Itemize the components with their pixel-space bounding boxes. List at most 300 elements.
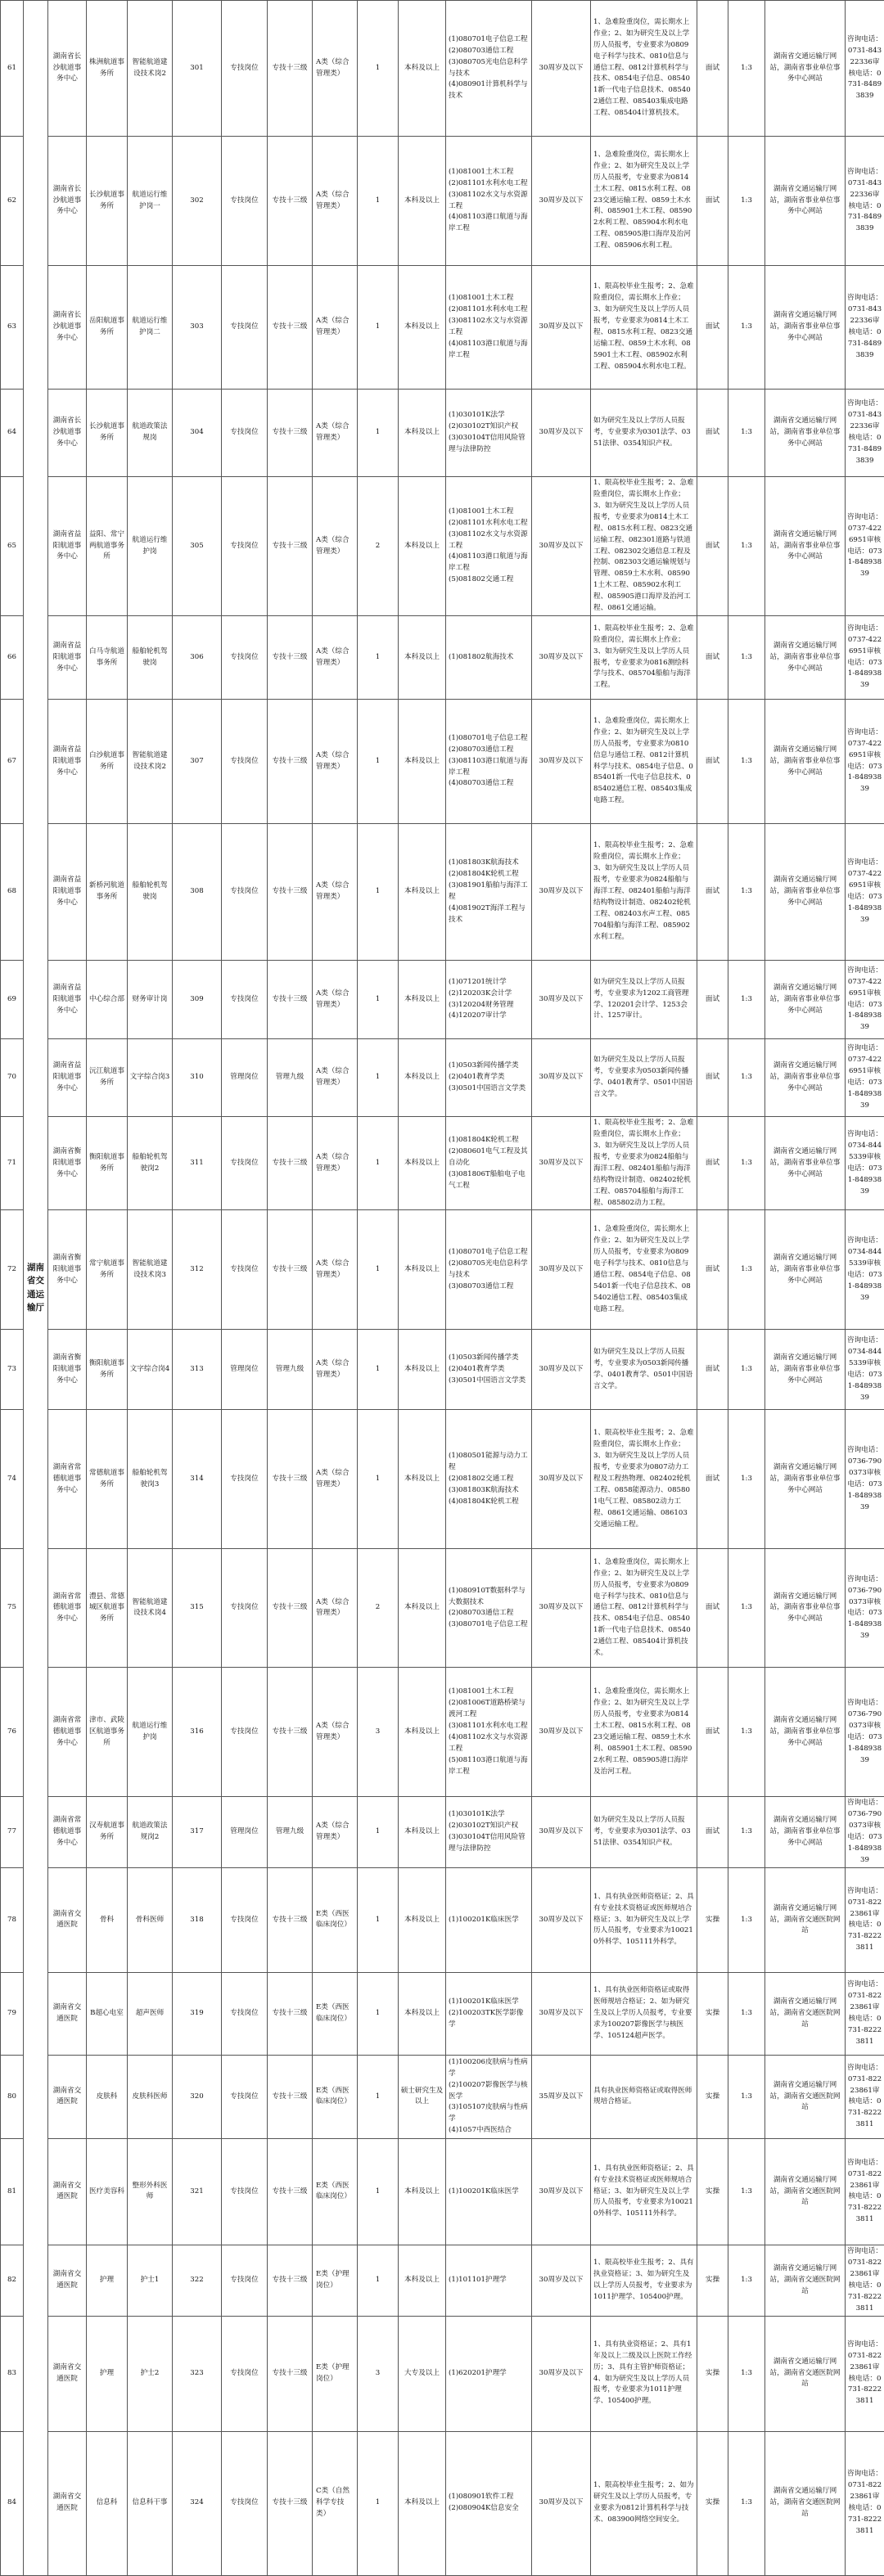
- hiring-office: 衡阳航道事务所: [87, 1330, 128, 1410]
- post-grade: 专技十三级: [268, 1867, 313, 1972]
- exam-ratio: 1:3: [728, 1330, 765, 1410]
- post-type: 专技岗位: [222, 266, 268, 390]
- exam-mode: 实操: [697, 2055, 728, 2138]
- post-name: 智能航道建设技术岗2: [128, 1, 173, 137]
- hiring-unit: 湖南省交通医院: [48, 2431, 87, 2575]
- post-type: 专技岗位: [222, 2055, 268, 2138]
- age-requirement: 30周岁及以下: [532, 1549, 591, 1668]
- hiring-count: 1: [358, 1867, 399, 1972]
- post-grade: 管理九级: [268, 1330, 313, 1410]
- contact-info: 咨询电话：0736-7900373审核电话：0731-84893839: [846, 1549, 884, 1668]
- exam-ratio: 1:3: [728, 1410, 765, 1549]
- post-code: 317: [173, 1797, 222, 1868]
- contact-info: 咨询电话：0731-82223861审核电话：0731-82223811: [846, 1972, 884, 2055]
- education-requirement: 本科及以上: [399, 1210, 446, 1330]
- hiring-office: 白沙航道事务所: [87, 700, 128, 824]
- education-requirement: 本科及以上: [399, 1867, 446, 1972]
- announcement-venue: 湖南省交通运输厅网站，湖南省事业单位事务中心网站: [765, 266, 846, 390]
- hiring-office: 新桥河航道事务所: [87, 824, 128, 961]
- major-requirement: (1)100201K临床医学: [446, 1867, 532, 1972]
- hiring-unit: 湖南省长沙航道事务中心: [48, 1, 87, 137]
- exam-category: A类（综合管理类）: [313, 1210, 358, 1330]
- post-grade: 专技十三级: [268, 2138, 313, 2245]
- row-number: 61: [1, 1, 24, 137]
- education-requirement: 本科及以上: [399, 477, 446, 616]
- post-type: 专技岗位: [222, 2138, 268, 2245]
- other-conditions: 1、急难险重岗位，需长期水上作业；2、如为研究生及以上学历人员报考，专业要求为0814土木工程、0815水利工程、0823交通运输工程、0859土木水利、085901土木工程、085902水利工程、085905港口海岸及治河工程。: [591, 1668, 697, 1797]
- hiring-unit: 湖南省常德航道事务中心: [48, 1410, 87, 1549]
- major-requirement: (1)081802航海技术: [446, 616, 532, 700]
- hiring-count: 1: [358, 961, 399, 1039]
- exam-ratio: 1:3: [728, 1867, 765, 1972]
- education-requirement: 本科及以上: [399, 700, 446, 824]
- hiring-unit: 湖南省益阳航道事务中心: [48, 961, 87, 1039]
- hiring-unit: 湖南省常德航道事务中心: [48, 1797, 87, 1868]
- row-number: 68: [1, 824, 24, 961]
- announcement-venue: 湖南省交通运输厅网站，湖南省事业单位事务中心网站: [765, 616, 846, 700]
- row-number: 80: [1, 2055, 24, 2138]
- exam-mode: 面试: [697, 1330, 728, 1410]
- announcement-venue: 湖南省交通运输厅网站，湖南省事业单位事务中心网站: [765, 1668, 846, 1797]
- post-code: 323: [173, 2316, 222, 2431]
- post-grade: 专技十三级: [268, 266, 313, 390]
- exam-mode: 实操: [697, 2138, 728, 2245]
- major-requirement: (1)030101K法学 (2)030102T知识产权 (3)030104T信用风险管理与法律防控: [446, 1797, 532, 1868]
- post-grade: 专技十三级: [268, 390, 313, 477]
- contact-info: 咨询电话：0731-84322336审核电话：0731-84893839: [846, 1, 884, 137]
- exam-ratio: 1:3: [728, 1549, 765, 1668]
- hiring-count: 1: [358, 2138, 399, 2245]
- row-number: 75: [1, 1549, 24, 1668]
- post-type: 专技岗位: [222, 824, 268, 961]
- exam-ratio: 1:3: [728, 137, 765, 266]
- age-requirement: 30周岁及以下: [532, 2138, 591, 2245]
- post-type: 专技岗位: [222, 961, 268, 1039]
- exam-category: A类（综合管理类）: [313, 1410, 358, 1549]
- hiring-count: 1: [358, 1117, 399, 1210]
- post-type: 专技岗位: [222, 1867, 268, 1972]
- hiring-office: 津市、武陵区航道事务所: [87, 1668, 128, 1797]
- hiring-office: 株洲航道事务所: [87, 1, 128, 137]
- table-row: [1, 824, 884, 961]
- exam-mode: 面试: [697, 1410, 728, 1549]
- announcement-venue: 湖南省交通运输厅网站，湖南省事业单位事务中心网站: [765, 961, 846, 1039]
- education-requirement: 本科及以上: [399, 266, 446, 390]
- exam-ratio: 1:3: [728, 824, 765, 961]
- contact-info: 咨询电话：0731-84322336审核电话：0731-84893839: [846, 266, 884, 390]
- contact-info: 咨询电话：0731-82223861审核电话：0731-82223811: [846, 1867, 884, 1972]
- announcement-venue: 湖南省交通运输厅网站，湖南省交通医院网站: [765, 2316, 846, 2431]
- exam-ratio: 1:3: [728, 2055, 765, 2138]
- announcement-venue: 湖南省交通运输厅网站，湖南省交通医院网站: [765, 1972, 846, 2055]
- contact-info: 咨询电话：0737-4226951审核电话：0731-84893839: [846, 477, 884, 616]
- announcement-venue: 湖南省交通运输厅网站，湖南省事业单位事务中心网站: [765, 700, 846, 824]
- post-type: 专技岗位: [222, 1410, 268, 1549]
- hiring-unit: 湖南省交通医院: [48, 2245, 87, 2316]
- post-type: 专技岗位: [222, 616, 268, 700]
- post-code: 309: [173, 961, 222, 1039]
- hiring-office: 白马寺航道事务所: [87, 616, 128, 700]
- post-type: 专技岗位: [222, 1, 268, 137]
- hiring-count: 1: [358, 824, 399, 961]
- post-type: 专技岗位: [222, 2245, 268, 2316]
- row-number: 62: [1, 137, 24, 266]
- exam-category: A类（综合管理类）: [313, 1117, 358, 1210]
- exam-mode: 面试: [697, 1210, 728, 1330]
- exam-mode: 面试: [697, 616, 728, 700]
- post-name: 航道政策法规岗2: [128, 1797, 173, 1868]
- exam-ratio: 1:3: [728, 1210, 765, 1330]
- hiring-unit: 湖南省交通医院: [48, 1867, 87, 1972]
- hiring-unit: 湖南省衡阳航道事务中心: [48, 1330, 87, 1410]
- exam-category: A类（综合管理类）: [313, 1330, 358, 1410]
- table-row: [1, 1410, 884, 1549]
- hiring-unit: 湖南省交通医院: [48, 2316, 87, 2431]
- post-grade: 专技十三级: [268, 824, 313, 961]
- age-requirement: 30周岁及以下: [532, 1210, 591, 1330]
- exam-ratio: 1:3: [728, 2245, 765, 2316]
- row-number: 83: [1, 2316, 24, 2431]
- exam-mode: 面试: [697, 1, 728, 137]
- post-type: 专技岗位: [222, 700, 268, 824]
- age-requirement: 30周岁及以下: [532, 1797, 591, 1868]
- major-requirement: (1)0503新闻传播学类 (2)0401教育学类 (3)0501中国语言文学类: [446, 1039, 532, 1117]
- table-row: [1, 2316, 884, 2431]
- post-grade: 专技十三级: [268, 2431, 313, 2575]
- post-code: 306: [173, 616, 222, 700]
- post-code: 319: [173, 1972, 222, 2055]
- education-requirement: 本科及以上: [399, 1330, 446, 1410]
- hiring-office: B超心电室: [87, 1972, 128, 2055]
- post-name: 护士2: [128, 2316, 173, 2431]
- post-grade: 专技十三级: [268, 1668, 313, 1797]
- row-number: 76: [1, 1668, 24, 1797]
- exam-mode: 实操: [697, 1867, 728, 1972]
- post-grade: 专技十三级: [268, 1117, 313, 1210]
- post-code: 310: [173, 1039, 222, 1117]
- announcement-venue: 湖南省交通运输厅网站，湖南省事业单位事务中心网站: [765, 1549, 846, 1668]
- post-name: 文字综合岗3: [128, 1039, 173, 1117]
- announcement-venue: 湖南省交通运输厅网站，湖南省事业单位事务中心网站: [765, 1039, 846, 1117]
- major-requirement: (1)081803K航海技术 (2)081804K轮机工程 (3)081901船舶与海洋工程 (4)081902T海洋工程与技术: [446, 824, 532, 961]
- announcement-venue: 湖南省交通运输厅网站，湖南省事业单位事务中心网站: [765, 1210, 846, 1330]
- announcement-venue: 湖南省交通运输厅网站，湖南省交通医院网站: [765, 2055, 846, 2138]
- table-row: [1, 1039, 884, 1117]
- major-requirement: (1)081001土木工程 (2)081006T道路桥梁与渡河工程 (3)081101水利水电工程 (4)081102水文与水资源工程 (5)081103港口航道与海岸工程: [446, 1668, 532, 1797]
- hiring-unit: 湖南省衡阳航道事务中心: [48, 1210, 87, 1330]
- age-requirement: 30周岁及以下: [532, 1330, 591, 1410]
- major-requirement: (1)100206皮肤病与性病学 (2)100207影像医学与核医学 (3)105107皮肤病与性病学 (4)1057中西医结合: [446, 2055, 532, 2138]
- education-requirement: 本科及以上: [399, 390, 446, 477]
- table-row: [1, 137, 884, 266]
- post-code: 320: [173, 2055, 222, 2138]
- post-grade: 专技十三级: [268, 1410, 313, 1549]
- post-name: 超声医师: [128, 1972, 173, 2055]
- major-requirement: (1)100201K临床医学 (2)100203TK医学影像学: [446, 1972, 532, 2055]
- table-row: [1, 616, 884, 700]
- major-requirement: (1)080701电子信息工程 (2)080705光电信息科学与技术 (3)080703通信工程: [446, 1210, 532, 1330]
- contact-info: 咨询电话：0737-4226951审核电话：0731-84893839: [846, 1039, 884, 1117]
- exam-category: E类（西医临床岗位）: [313, 2138, 358, 2245]
- contact-info: 咨询电话：0737-4226951审核电话：0731-84893839: [846, 616, 884, 700]
- major-requirement: (1)080901软件工程 (2)080904K信息安全: [446, 2431, 532, 2575]
- contact-info: 咨询电话：0731-84322336审核电话：0731-84893839: [846, 390, 884, 477]
- hiring-unit: 湖南省益阳航道事务中心: [48, 477, 87, 616]
- row-number: 70: [1, 1039, 24, 1117]
- age-requirement: 30周岁及以下: [532, 1972, 591, 2055]
- exam-mode: 面试: [697, 1797, 728, 1868]
- exam-mode: 面试: [697, 390, 728, 477]
- major-requirement: (1)081001土木工程 (2)081101水利水电工程 (3)081102水文与水资源工程 (4)081103港口航道与海岸工程: [446, 137, 532, 266]
- exam-category: A类（综合管理类）: [313, 824, 358, 961]
- age-requirement: 30周岁及以下: [532, 961, 591, 1039]
- exam-ratio: 1:3: [728, 1972, 765, 2055]
- exam-category: A类（综合管理类）: [313, 1797, 358, 1868]
- post-code: 301: [173, 1, 222, 137]
- post-type: 专技岗位: [222, 1668, 268, 1797]
- other-conditions: 如为研究生及以上学历人员报考，专业要求为1202工商管理学、120201会计学、1253会计、1257审计。: [591, 961, 697, 1039]
- row-number: 67: [1, 700, 24, 824]
- major-requirement: (1)081001土木工程 (2)081101水利水电工程 (3)081102水文与水资源工程 (4)081103港口航道与海岸工程: [446, 266, 532, 390]
- other-conditions: 1、限高校毕业生报考；2、如为研究生及以上学历人员报考，专业要求为0812计算机科学与技术、083900网络空间安全。: [591, 2431, 697, 2575]
- education-requirement: 本科及以上: [399, 1972, 446, 2055]
- other-conditions: 1、急难险重岗位，需长期水上作业；2、如为研究生及以上学历人员报考，专业要求为0814土木工程、0815水利工程、0823交通运输工程、0859土木水利、085901土木工程、085902水利工程、085904水利水电工程、085905港口海岸及治河工程、085906水利工程。: [591, 137, 697, 266]
- post-code: 316: [173, 1668, 222, 1797]
- other-conditions: 如为研究生及以上学历人员报考，专业要求为0503新闻传播学、0401教育学、0501中国语言文学。: [591, 1039, 697, 1117]
- exam-ratio: 1:3: [728, 266, 765, 390]
- other-conditions: 具有执业医师资格证或取得医师规培合格证。: [591, 2055, 697, 2138]
- post-name: 智能航道建设技术岗3: [128, 1210, 173, 1330]
- education-requirement: 本科及以上: [399, 1549, 446, 1668]
- hiring-unit: 湖南省长沙航道事务中心: [48, 266, 87, 390]
- hiring-count: 1: [358, 1, 399, 137]
- exam-mode: 面试: [697, 1117, 728, 1210]
- exam-ratio: 1:3: [728, 1668, 765, 1797]
- table-row: [1, 2055, 884, 2138]
- post-code: 302: [173, 137, 222, 266]
- table-row: [1, 1549, 884, 1668]
- announcement-venue: 湖南省交通运输厅网站，湖南省事业单位事务中心网站: [765, 1797, 846, 1868]
- row-number: 79: [1, 1972, 24, 2055]
- post-name: 智能航道建设技术岗4: [128, 1549, 173, 1668]
- announcement-venue: 湖南省交通运输厅网站，湖南省交通医院网站: [765, 1867, 846, 1972]
- hiring-unit: 湖南省长沙航道事务中心: [48, 137, 87, 266]
- row-number: 72: [1, 1210, 24, 1330]
- table-row: [1, 1797, 884, 1868]
- table-row: [1, 1, 884, 137]
- hiring-unit: 湖南省交通医院: [48, 2138, 87, 2245]
- post-name: 船舶轮机驾驶岗2: [128, 1117, 173, 1210]
- hiring-office: 沅江航道事务所: [87, 1039, 128, 1117]
- exam-mode: 面试: [697, 700, 728, 824]
- exam-mode: 面试: [697, 137, 728, 266]
- announcement-venue: 湖南省交通运输厅网站，湖南省事业单位事务中心网站: [765, 1330, 846, 1410]
- post-type: 专技岗位: [222, 2431, 268, 2575]
- other-conditions: 1、限高校毕业生报考；2、急难险重岗位，需长期水上作业；3、如为研究生及以上学历人员报考，专业要求为0814土木工程、0815水利工程、0823交通运输工程、082301道路与铁道工程、082302交通信息工程及控制、082303交通运输规划与管理、0859土木水利、085901土木工程、085902水利工程、085905港口海岸及治河工程、0861交通运输。: [591, 477, 697, 616]
- hiring-count: 1: [358, 700, 399, 824]
- hiring-office: 益阳、常宁两航道事务所: [87, 477, 128, 616]
- contact-info: 咨询电话：0731-82223861审核电话：0731-82223811: [846, 2316, 884, 2431]
- education-requirement: 本科及以上: [399, 1117, 446, 1210]
- exam-category: E类（护理岗位）: [313, 2316, 358, 2431]
- post-code: 303: [173, 266, 222, 390]
- post-grade: 专技十三级: [268, 2245, 313, 2316]
- exam-mode: 实操: [697, 2245, 728, 2316]
- education-requirement: 本科及以上: [399, 1039, 446, 1117]
- age-requirement: 30周岁及以下: [532, 2316, 591, 2431]
- hiring-count: 1: [358, 1797, 399, 1868]
- post-code: 305: [173, 477, 222, 616]
- exam-ratio: 1:3: [728, 2316, 765, 2431]
- post-name: 船舶轮机驾驶岗: [128, 824, 173, 961]
- exam-mode: 实操: [697, 2316, 728, 2431]
- exam-category: A类（综合管理类）: [313, 390, 358, 477]
- hiring-office: 澧县、常德城区航道事务所: [87, 1549, 128, 1668]
- post-type: 管理岗位: [222, 1797, 268, 1868]
- hiring-unit: 湖南省常德航道事务中心: [48, 1668, 87, 1797]
- row-number: 84: [1, 2431, 24, 2575]
- post-name: 航道运行维护岗二: [128, 266, 173, 390]
- exam-mode: 实操: [697, 2431, 728, 2575]
- post-name: 文字综合岗4: [128, 1330, 173, 1410]
- hiring-office: 岳阳航道事务所: [87, 266, 128, 390]
- education-requirement: 本科及以上: [399, 1797, 446, 1868]
- post-type: 专技岗位: [222, 137, 268, 266]
- announcement-venue: 湖南省交通运输厅网站，湖南省事业单位事务中心网站: [765, 477, 846, 616]
- other-conditions: 1、限高校毕业生报考；2、急难险重岗位，需长期水上作业；3、如为研究生及以上学历人员报考，专业要求为0807动力工程及工程热物理、082402轮机工程、0858能源动力、085801电气工程、085802动力工程、0861交通运输、086103交通运输工程。: [591, 1410, 697, 1549]
- age-requirement: 30周岁及以下: [532, 137, 591, 266]
- exam-mode: 面试: [697, 1039, 728, 1117]
- hiring-office: 长沙航道事务所: [87, 137, 128, 266]
- major-requirement: (1)081001土木工程 (2)081101水利水电工程 (3)081102水文与水资源工程 (4)081103港口航道与海岸工程 (5)081802交通工程: [446, 477, 532, 616]
- post-grade: 专技十三级: [268, 1549, 313, 1668]
- contact-info: 咨询电话：0731-84322336审核电话：0731-84893839: [846, 137, 884, 266]
- contact-info: 咨询电话：0736-7900373审核电话：0731-84893839: [846, 1410, 884, 1549]
- table-row: [1, 1972, 884, 2055]
- age-requirement: 30周岁及以下: [532, 1039, 591, 1117]
- exam-category: E类（护理岗位）: [313, 2245, 358, 2316]
- other-conditions: 1、急难险重岗位，需长期水上作业；2、如为研究生及以上学历人员报考，专业要求为0809电子科学与技术、0810信息与通信工程、0812计算机科学与技术、0854电子信息、085401新一代电子信息技术、085402通信工程、085403集成电路工程、085404计算机技术。: [591, 1, 697, 137]
- hiring-count: 3: [358, 2316, 399, 2431]
- announcement-venue: 湖南省交通运输厅网站，湖南省事业单位事务中心网站: [765, 390, 846, 477]
- other-conditions: 如为研究生及以上学历人员报考，专业要求为0301法学、0351法律、0354知识产权。: [591, 390, 697, 477]
- education-requirement: 本科及以上: [399, 137, 446, 266]
- hiring-count: 1: [358, 2245, 399, 2316]
- exam-ratio: 1:3: [728, 390, 765, 477]
- exam-mode: 实操: [697, 1972, 728, 2055]
- contact-info: 咨询电话：0737-4226951审核电话：0731-84893839: [846, 824, 884, 961]
- hiring-count: 2: [358, 1549, 399, 1668]
- table-row: [1, 390, 884, 477]
- hiring-count: 1: [358, 266, 399, 390]
- row-number: 78: [1, 1867, 24, 1972]
- table-row: [1, 477, 884, 616]
- table-row: [1, 266, 884, 390]
- exam-category: C类（自然科学专技类）: [313, 2431, 358, 2575]
- table-row: [1, 1117, 884, 1210]
- row-number: 74: [1, 1410, 24, 1549]
- table-row: [1, 1867, 884, 1972]
- post-grade: 专技十三级: [268, 2055, 313, 2138]
- announcement-venue: 湖南省交通运输厅网站，湖南省事业单位事务中心网站: [765, 1117, 846, 1210]
- row-number: 81: [1, 2138, 24, 2245]
- post-name: 信息科干事: [128, 2431, 173, 2575]
- contact-info: 咨询电话：0736-7900373审核电话：0731-84893839: [846, 1668, 884, 1797]
- hiring-office: 护理: [87, 2245, 128, 2316]
- contact-info: 咨询电话：0734-8445339审核电话：0731-84893839: [846, 1117, 884, 1210]
- hiring-unit: 湖南省衡阳航道事务中心: [48, 1117, 87, 1210]
- announcement-venue: 湖南省交通运输厅网站，湖南省事业单位事务中心网站: [765, 1, 846, 137]
- major-requirement: (1)081804K轮机工程 (2)080601电气工程及其自动化 (3)081806T船舶电子电气工程: [446, 1117, 532, 1210]
- post-code: 314: [173, 1410, 222, 1549]
- exam-category: A类（综合管理类）: [313, 266, 358, 390]
- hiring-unit: 湖南省常德航道事务中心: [48, 1549, 87, 1668]
- hiring-unit: 湖南省益阳航道事务中心: [48, 616, 87, 700]
- post-type: 专技岗位: [222, 477, 268, 616]
- post-grade: 专技十三级: [268, 1972, 313, 2055]
- post-grade: 专技十三级: [268, 477, 313, 616]
- contact-info: 咨询电话：0731-82223861审核电话：0731-82223811: [846, 2245, 884, 2316]
- post-name: 皮肤科医师: [128, 2055, 173, 2138]
- other-conditions: 1、具有执业医师资格证；2、具有专业技术资格证或医师规培合格证；3、如为研究生及以上学历人员报考，专业要求为100210外科学、105111外科学。: [591, 2138, 697, 2245]
- major-requirement: (1)030101K法学 (2)030102T知识产权 (3)030104T信用风险管理与法律防控: [446, 390, 532, 477]
- table-row: [1, 1210, 884, 1330]
- table-row: [1, 2431, 884, 2575]
- announcement-venue: 湖南省交通运输厅网站，湖南省事业单位事务中心网站: [765, 137, 846, 266]
- exam-mode: 面试: [697, 824, 728, 961]
- exam-ratio: 1:3: [728, 961, 765, 1039]
- contact-info: 咨询电话：0731-82223861审核电话：0731-82223811: [846, 2138, 884, 2245]
- post-name: 航道政策法规岗: [128, 390, 173, 477]
- education-requirement: 大专及以上: [399, 2316, 446, 2431]
- row-number: 71: [1, 1117, 24, 1210]
- exam-mode: 面试: [697, 961, 728, 1039]
- exam-category: A类（综合管理类）: [313, 961, 358, 1039]
- hiring-office: 中心综合部: [87, 961, 128, 1039]
- post-name: 财务审计岗: [128, 961, 173, 1039]
- exam-category: A类（综合管理类）: [313, 1, 358, 137]
- exam-category: A类（综合管理类）: [313, 1549, 358, 1668]
- contact-info: 咨询电话：0736-7900373审核电话：0731-84893839: [846, 1797, 884, 1868]
- other-conditions: 1、限高校毕业生报考；2、具有执业资格证；3、如为研究生及以上学历人员报考，专业要求为1011护理学、105400护理。: [591, 2245, 697, 2316]
- exam-category: A类（综合管理类）: [313, 1668, 358, 1797]
- major-requirement: (1)080701电子信息工程 (2)080703通信工程 (3)081103港口航道与海岸工程 (4)080703通信工程: [446, 700, 532, 824]
- post-name: 护士1: [128, 2245, 173, 2316]
- hiring-office: 常德航道事务所: [87, 1410, 128, 1549]
- age-requirement: 30周岁及以下: [532, 266, 591, 390]
- hiring-office: 信息科: [87, 2431, 128, 2575]
- post-grade: 专技十三级: [268, 2316, 313, 2431]
- row-number: 82: [1, 2245, 24, 2316]
- exam-category: A类（综合管理类）: [313, 137, 358, 266]
- contact-info: 咨询电话：0734-8445339审核电话：0731-84893839: [846, 1330, 884, 1410]
- hiring-count: 1: [358, 390, 399, 477]
- exam-category: A类（综合管理类）: [313, 700, 358, 824]
- post-grade: 专技十三级: [268, 1210, 313, 1330]
- hiring-count: 2: [358, 477, 399, 616]
- post-grade: 专技十三级: [268, 1, 313, 137]
- table-row: [1, 2138, 884, 2245]
- major-requirement: (1)0503新闻传播学类 (2)0401教育学类 (3)0501中国语言文学类: [446, 1330, 532, 1410]
- exam-mode: 面试: [697, 1549, 728, 1668]
- hiring-count: 1: [358, 616, 399, 700]
- exam-ratio: 1:3: [728, 700, 765, 824]
- exam-ratio: 1:3: [728, 477, 765, 616]
- major-requirement: (1)080701电子信息工程 (2)080703通信工程 (3)080705光电信息科学与技术 (4)080901计算机科学与技术: [446, 1, 532, 137]
- exam-mode: 面试: [697, 477, 728, 616]
- row-number: 65: [1, 477, 24, 616]
- age-requirement: 30周岁及以下: [532, 1, 591, 137]
